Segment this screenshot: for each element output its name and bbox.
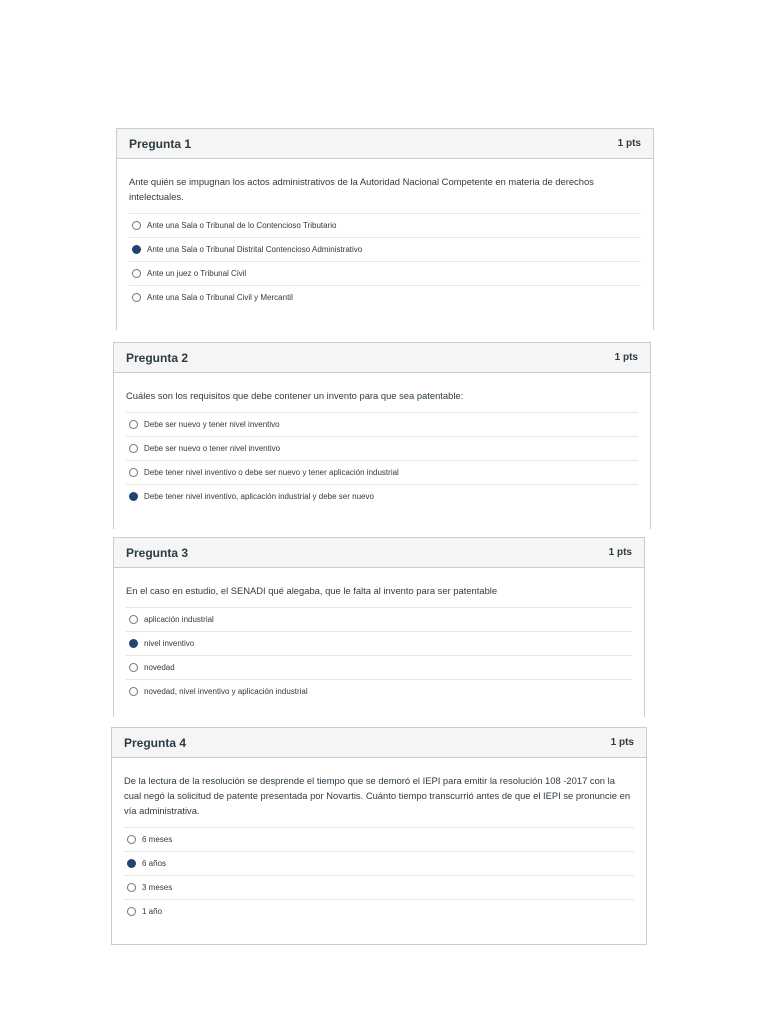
radio-button[interactable] bbox=[127, 835, 136, 844]
question-header bbox=[112, 728, 646, 758]
radio-button[interactable] bbox=[127, 883, 136, 892]
answer-label: Ante un juez o Tribunal Civil bbox=[147, 269, 247, 278]
radio-button[interactable] bbox=[129, 687, 138, 696]
answer-label: 1 año bbox=[142, 907, 163, 916]
answer-option[interactable] bbox=[126, 608, 632, 632]
radio-button-selected[interactable] bbox=[132, 245, 141, 254]
answer-label: Ante una Sala o Tribunal Civil y Mercantil bbox=[147, 293, 293, 302]
answer-option[interactable] bbox=[126, 461, 638, 485]
answer-label: 6 meses bbox=[142, 835, 173, 844]
question-header bbox=[114, 538, 644, 568]
answer-label: Debe ser nuevo y tener nivel inventivo bbox=[144, 420, 280, 429]
radio-button[interactable] bbox=[129, 444, 138, 453]
question-points: 1 pts bbox=[617, 138, 641, 149]
answer-option[interactable] bbox=[124, 900, 634, 923]
question-text: Cuáles son los requisitos que debe contener un invento para que sea patentable: bbox=[126, 373, 638, 413]
radio-button[interactable] bbox=[127, 907, 136, 916]
radio-button-selected[interactable] bbox=[129, 639, 138, 648]
answer-label: Debe tener nivel inventivo, aplicación industrial y debe ser nuevo bbox=[144, 492, 374, 501]
radio-button[interactable] bbox=[132, 221, 141, 230]
answer-label: nivel inventivo bbox=[144, 639, 195, 648]
question-header bbox=[117, 129, 653, 159]
answer-option[interactable] bbox=[129, 214, 641, 238]
answer-label: aplicación industrial bbox=[144, 615, 214, 624]
radio-button[interactable] bbox=[129, 615, 138, 624]
radio-button[interactable] bbox=[132, 269, 141, 278]
answer-option[interactable] bbox=[126, 413, 638, 437]
question-card-2 bbox=[113, 342, 651, 529]
question-title: Pregunta 4 bbox=[124, 735, 187, 750]
answer-label: novedad, nivel inventivo y aplicación industrial bbox=[144, 687, 308, 696]
answer-option[interactable] bbox=[124, 852, 634, 876]
answer-option[interactable] bbox=[124, 876, 634, 900]
question-header bbox=[114, 343, 650, 373]
question-text: Ante quién se impugnan los actos administrativos de la Autoridad Nacional Competente en materia de derechos intelectuales. bbox=[129, 159, 641, 214]
question-card-4 bbox=[111, 727, 647, 945]
radio-button[interactable] bbox=[129, 468, 138, 477]
answer-label: 3 meses bbox=[142, 883, 173, 892]
question-points: 1 pts bbox=[610, 737, 634, 748]
answer-label: 6 años bbox=[142, 859, 167, 868]
radio-button-selected[interactable] bbox=[127, 859, 136, 868]
radio-button[interactable] bbox=[129, 663, 138, 672]
question-points: 1 pts bbox=[608, 547, 632, 558]
answer-label: Debe ser nuevo o tener nivel inventivo bbox=[144, 444, 281, 453]
answer-option[interactable] bbox=[126, 437, 638, 461]
answer-option[interactable] bbox=[126, 680, 632, 703]
answer-option[interactable] bbox=[129, 286, 641, 309]
answer-option[interactable] bbox=[126, 656, 632, 680]
radio-button-selected[interactable] bbox=[129, 492, 138, 501]
answer-option[interactable] bbox=[126, 632, 632, 656]
question-text: En el caso en estudio, el SENADI qué alegaba, que le falta al invento para ser patentable bbox=[126, 568, 632, 608]
question-text: De la lectura de la resolución se desprende el tiempo que se demoró el IEPI para emitir la resolución 108 -2017 con la cual negó la solicitud de patente presentada por Novartis. Cuánto tiempo transcurrió antes de que el IEPI se pronuncie en vía administrativa. bbox=[124, 758, 634, 828]
question-title: Pregunta 3 bbox=[126, 545, 189, 560]
question-title: Pregunta 1 bbox=[129, 136, 192, 151]
answer-label: Ante una Sala o Tribunal Distrital Contencioso Administrativo bbox=[147, 245, 363, 254]
answer-option[interactable] bbox=[129, 262, 641, 286]
radio-button[interactable] bbox=[132, 293, 141, 302]
question-card-3 bbox=[113, 537, 645, 717]
radio-button[interactable] bbox=[129, 420, 138, 429]
answer-option[interactable] bbox=[129, 238, 641, 262]
question-points: 1 pts bbox=[614, 352, 638, 363]
question-title: Pregunta 2 bbox=[126, 350, 189, 365]
answer-label: Ante una Sala o Tribunal de lo Contencioso Tributario bbox=[147, 221, 337, 230]
answer-label: novedad bbox=[144, 663, 175, 672]
answer-label: Debe tener nivel inventivo o debe ser nuevo y tener aplicación industrial bbox=[144, 468, 399, 477]
question-card-1 bbox=[116, 128, 654, 330]
answer-option[interactable] bbox=[126, 485, 638, 508]
answer-option[interactable] bbox=[124, 828, 634, 852]
